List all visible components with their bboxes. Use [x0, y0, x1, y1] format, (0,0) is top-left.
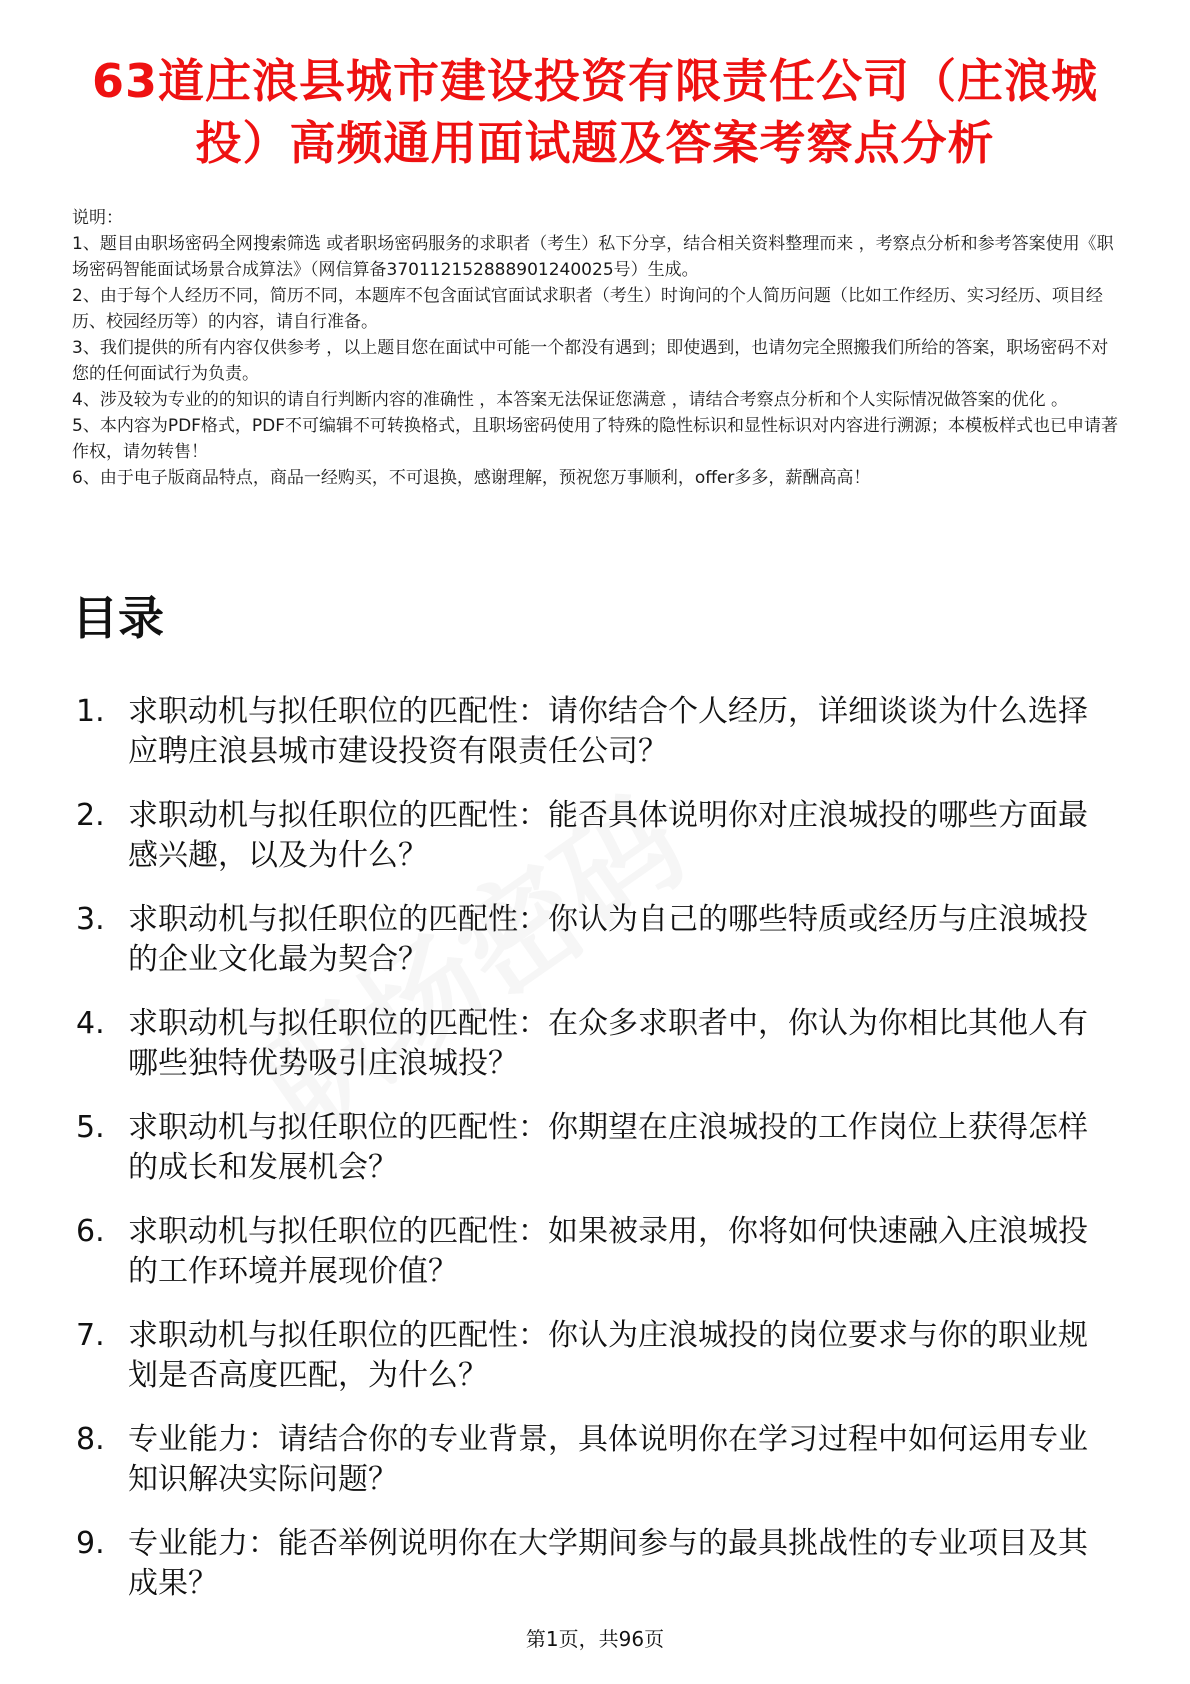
toc-item-text: 求职动机与拟任职位的匹配性：你认为自己的哪些特质或经历与庄浪城投的企业文化最为契合？: [128, 902, 1088, 977]
toc-item[interactable]: [72, 1004, 1112, 1084]
toc-item-number: 1.: [76, 694, 105, 729]
note-item-3: 3、我们提供的所有内容仅供参考 ，以上题目您在面试中可能一个都没有遇到；即使遇到，也请勿完全照搬我们所给的答案，职场密码不对您的任何面试行为负责。: [72, 338, 1109, 384]
toc-item[interactable]: [72, 1316, 1112, 1396]
note-item-4: 4、涉及较为专业的的知识的请自行判断内容的准确性 ，本答案无法保证您满意 ，请结合考察点分析和个人实际情况做答案的优化 。: [72, 390, 1069, 410]
toc-item-text: 求职动机与拟任职位的匹配性：能否具体说明你对庄浪城投的哪些方面最感兴趣，以及为什么？: [128, 798, 1088, 873]
note-item-6: 6、由于电子版商品特点，商品一经购买，不可退换，感谢理解，预祝您万事顺利，offer多多，薪酬高高！: [72, 468, 871, 488]
toc-item-text: 求职动机与拟任职位的匹配性：在众多求职者中，你认为你相比其他人有哪些独特优势吸引庄浪城投？: [128, 1006, 1088, 1081]
toc-item-text: 求职动机与拟任职位的匹配性：如果被录用，你将如何快速融入庄浪城投的工作环境并展现价值？: [128, 1214, 1088, 1289]
toc-item-text: 求职动机与拟任职位的匹配性：请你结合个人经历，详细谈谈为什么选择应聘庄浪县城市建设投资有限责任公司？: [128, 694, 1088, 769]
toc-item-text: 求职动机与拟任职位的匹配性：你认为庄浪城投的岗位要求与你的职业规划是否高度匹配，为什么？: [128, 1318, 1088, 1393]
toc-item-number: 3.: [76, 902, 105, 937]
toc-item-number: 6.: [76, 1214, 105, 1249]
note-item-2: 2、由于每个人经历不同，简历不同，本题库不包含面试官面试求职者（考生）时询问的个人简历问题（比如工作经历、实习经历、项目经历、校园经历等）的内容，请自行准备。: [72, 286, 1103, 332]
toc-item-number: 2.: [76, 798, 105, 833]
note-item-1: 1、题目由职场密码全网搜索筛选 或者职场密码服务的求职者（考生）私下分享，结合相关资料整理而来 ，考察点分析和参考答案使用《职场密码智能面试场景合成算法》（网信算备370112152888901240025号）生成。: [72, 234, 1114, 280]
toc-item[interactable]: [72, 796, 1112, 876]
toc-item[interactable]: [72, 1420, 1112, 1500]
toc-item-number: 7.: [76, 1318, 105, 1353]
toc-list: [72, 692, 1112, 1628]
toc-item[interactable]: [72, 1212, 1112, 1292]
page-footer: 第1页，共96页: [525, 1627, 665, 1651]
notes-label: 说明：: [72, 208, 123, 228]
toc-item-text: 专业能力：能否举例说明你在大学期间参与的最具挑战性的专业项目及其成果？: [128, 1526, 1088, 1601]
notes-section: [72, 205, 1122, 491]
toc-item[interactable]: [72, 1108, 1112, 1188]
toc-item-number: 4.: [76, 1006, 105, 1041]
toc-item-number: 5.: [76, 1110, 105, 1145]
toc-item[interactable]: [72, 1524, 1112, 1604]
toc-item-number: 8.: [76, 1422, 105, 1457]
toc-heading: 目录: [72, 591, 164, 645]
toc-item-text: 求职动机与拟任职位的匹配性：你期望在庄浪城投的工作岗位上获得怎样的成长和发展机会？: [128, 1110, 1088, 1185]
toc-item-number: 9.: [76, 1526, 105, 1561]
note-item-5: 5、本内容为PDF格式，PDF不可编辑不可转换格式，且职场密码使用了特殊的隐性标识和显性标识对内容进行溯源；本模板样式也已申请著作权，请勿转售！: [72, 416, 1119, 462]
toc-item-text: 专业能力：请结合你的专业背景，具体说明你在学习过程中如何运用专业知识解决实际问题？: [128, 1422, 1088, 1497]
document-title: 63道庄浪县城市建设投资有限责任公司（庄浪城投）高频通用面试题及答案考察点分析: [91, 54, 1098, 170]
toc-item[interactable]: [72, 692, 1112, 772]
toc-item[interactable]: [72, 900, 1112, 980]
